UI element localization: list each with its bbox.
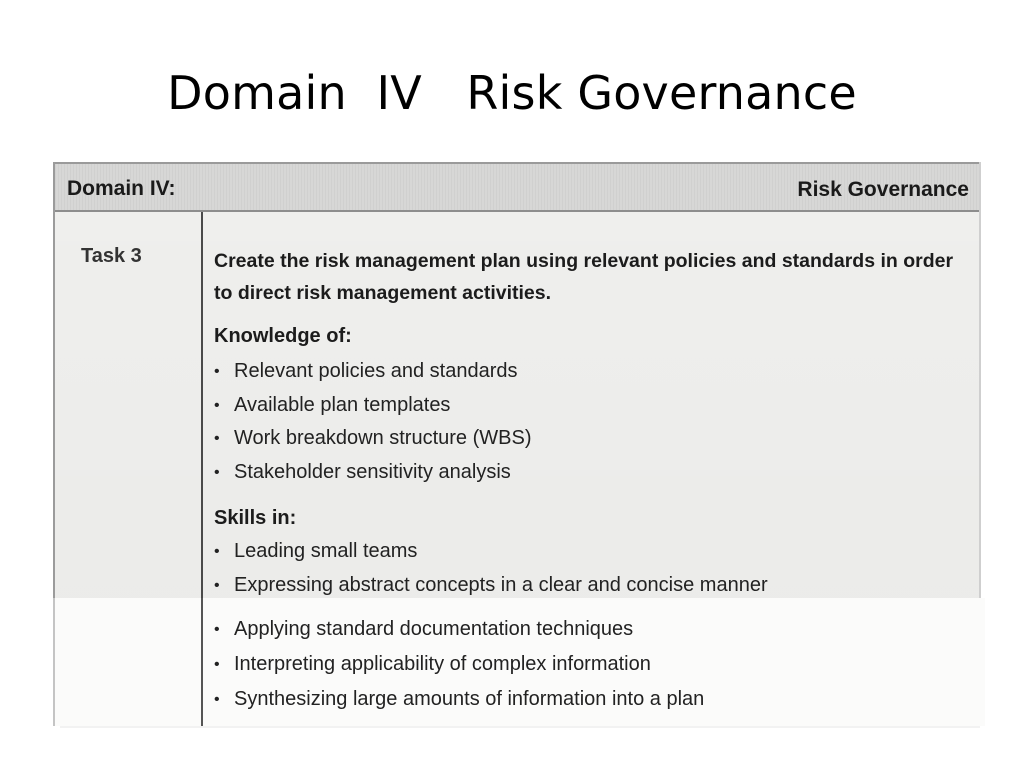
knowledge-heading: Knowledge of: [214, 325, 352, 347]
list-item [214, 422, 532, 456]
list-item [214, 535, 768, 569]
bullet-icon: • [214, 463, 220, 481]
list-item [214, 389, 532, 423]
list-item [214, 569, 768, 599]
domain-name: Risk Governance [797, 178, 969, 201]
list-item-text: Interpreting applicability of complex information [234, 653, 651, 675]
bullet-icon: • [214, 430, 220, 447]
scanned-table-continuation [53, 598, 985, 726]
bullet-icon: • [214, 576, 220, 594]
list-item [214, 355, 532, 389]
bullet-icon: • [214, 543, 220, 560]
skills-list-continued [214, 612, 704, 717]
list-item-text: Synthesizing large amounts of information into a plan [234, 688, 705, 710]
list-item [214, 647, 704, 682]
list-item-text: Work breakdown structure (WBS) [234, 427, 532, 449]
task-description: Create the risk management plan using relevant policies and standards in order to direct risk management activities. [214, 250, 954, 304]
task-label: Task 3 [81, 245, 142, 267]
list-item-text: Expressing abstract concepts in a clear and concise manner [234, 573, 768, 596]
bullet-icon: • [214, 621, 220, 638]
bullet-icon: • [214, 396, 220, 414]
slide-title: Domain IV Risk Governance [167, 66, 857, 120]
column-divider [201, 598, 203, 726]
bullet-icon: • [214, 691, 220, 708]
list-item [214, 456, 532, 490]
skills-list [214, 535, 768, 598]
list-item-text: Applying standard documentation techniques [234, 618, 634, 640]
bullet-icon: • [214, 363, 220, 380]
list-item-text: Relevant policies and standards [234, 360, 518, 382]
list-item-text: Available plan templates [234, 393, 451, 416]
bullet-icon: • [214, 656, 220, 673]
list-item-text: Stakeholder sensitivity analysis [234, 460, 511, 483]
skills-heading: Skills in: [214, 507, 297, 529]
table-header [55, 162, 979, 212]
list-item [214, 682, 704, 717]
knowledge-list [214, 355, 532, 489]
scanned-table-top [53, 162, 981, 598]
list-item-text: Leading small teams [234, 540, 418, 562]
column-divider [201, 212, 203, 598]
domain-label: Domain IV: [67, 177, 176, 200]
list-item [214, 612, 704, 647]
scan-edge [60, 726, 980, 728]
